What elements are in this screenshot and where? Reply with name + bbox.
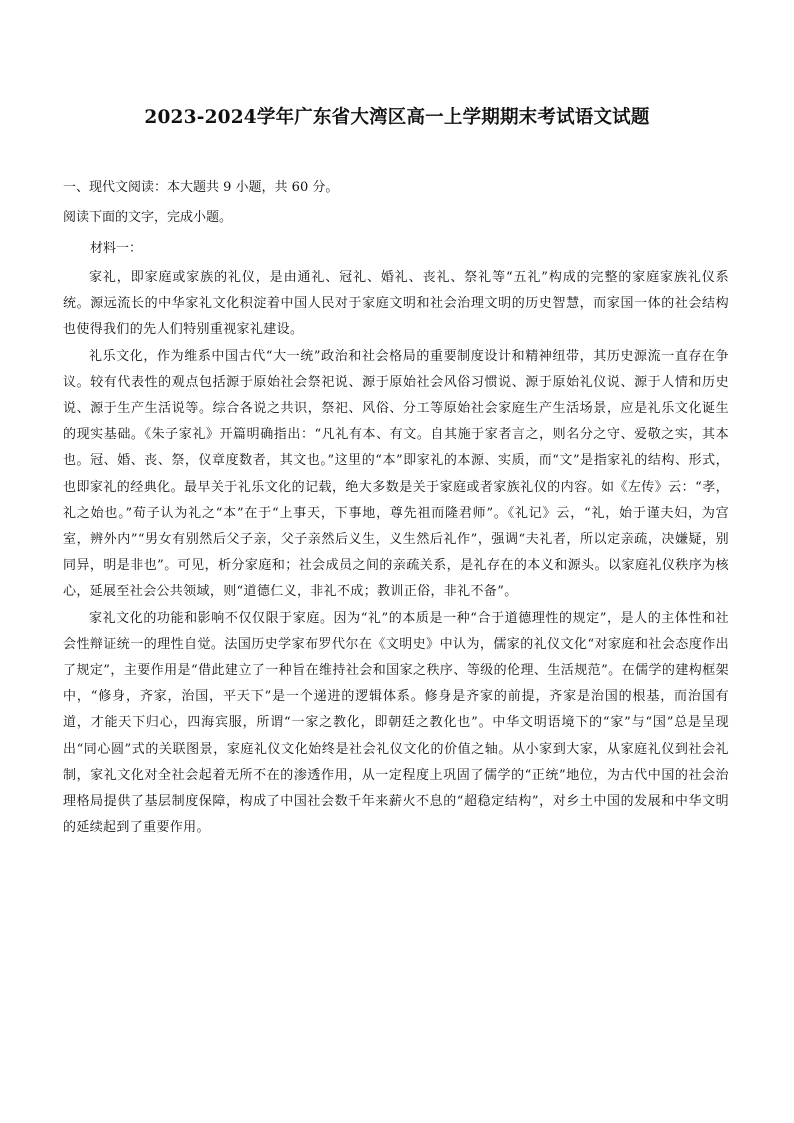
material-label: 材料一： xyxy=(90,241,143,256)
document-title: 2023-2024学年广东省大湾区高一上学期期末考试语文试题 xyxy=(144,107,650,128)
passage-paragraph-2: 礼乐文化，作为维系中国古代“大一统”政治和社会格局的重要制度设计和精神纽带，其历史源流一直存在争议。较有代表性的观点包括源于原始社会祭祀说、源于原始社会风俗习惯说、源于原始礼仪说、源于人情和历史说、源于生产生活说等。综合各说之共识，祭祀、风俗、分工等原始社会家庭生产生活场景，应是礼乐文化诞生的现实基础。《朱子家礼》开篇明确指出：“凡礼有本、有文。自其施于家者言之，则名分之守、爱敬之实，其本也。冠、婚、丧、祭，仪章度数者，其文也。”这里的“本”即家礼的本源、实质，而“文”是指家礼的结构、形式，也即家礼的经典化。最早关于礼乐文化的记载，绝大多数是关于家庭或者家族礼仪的内容。如《左传》云：“孝，礼之始也。”荀子认为礼之“本”在于“上事天，下事地，尊先祖而隆君师”。《礼记》云，“礼，始于谨夫妇，为宫室，辨外内”“男女有别然后父子亲，父子亲然后义生，义生然后礼作”，强调“夫礼者，所以定亲疏，决嫌疑，别同异，明是非也”。可见，析分家庭和；社会成员之间的亲疏关系，是礼存在的本义和源头。以家庭礼仪秩序为核心，延展至社会公共领域，则“道德仁义，非礼不成；教训正俗，非礼不备”。 xyxy=(63,348,729,600)
passage-paragraph-1: 家礼，即家庭或家族的礼仪，是由通礼、冠礼、婚礼、丧礼、祭礼等“五礼”构成的完整的家庭家族礼仪系统。源远流长的中华家礼文化积淀着中国人民对于家庭文明和社会治理文明的历史智慧，而家国一体的社会结构也使得我们的先人们特别重视家礼建设。 xyxy=(63,270,729,338)
passage-paragraph-3: 家礼文化的功能和影响不仅仅限于家庭。因为“礼”的本质是一种“合于道德理性的规定”，是人的主体性和社会性辩证统一的理性自觉。法国历史学家布罗代尔在《文明史》中认为，儒家的礼仪文化“对家庭和社会态度作出了规定”，主要作用是“借此建立了一种旨在维持社会和国家之秩序、等级的伦理、生活规范”。在儒学的建构框架中，“修身，齐家，治国，平天下”是一个递进的逻辑体系。修身是齐家的前提，齐家是治国的根基，而治国有道，才能天下归心，四海宾服，所谓“一家之教化，即朝廷之教化也”。中华文明语境下的“家”与“国”总是呈现出“同心圆”式的关联图景，家庭礼仪文化始终是社会礼仪文化的价值之轴。从小家到大家，从家庭礼仪到社会礼制，家礼文化对全社会起着无所不在的渗透作用，从一定程度上巩固了儒学的“正统”地位，为古代中国的社会治理格局提供了基层制度保障，构成了中国社会数千年来薪火不息的“超稳定结构”，对乡土中国的发展和中华文明的延续起到了重要作用。 xyxy=(63,610,729,836)
reading-passage xyxy=(63,265,729,841)
reading-instruction: 阅读下面的文字，完成小题。 xyxy=(63,210,233,225)
section-heading: 一、现代文阅读：本大题共 9 小题，共 60 分。 xyxy=(63,180,339,195)
